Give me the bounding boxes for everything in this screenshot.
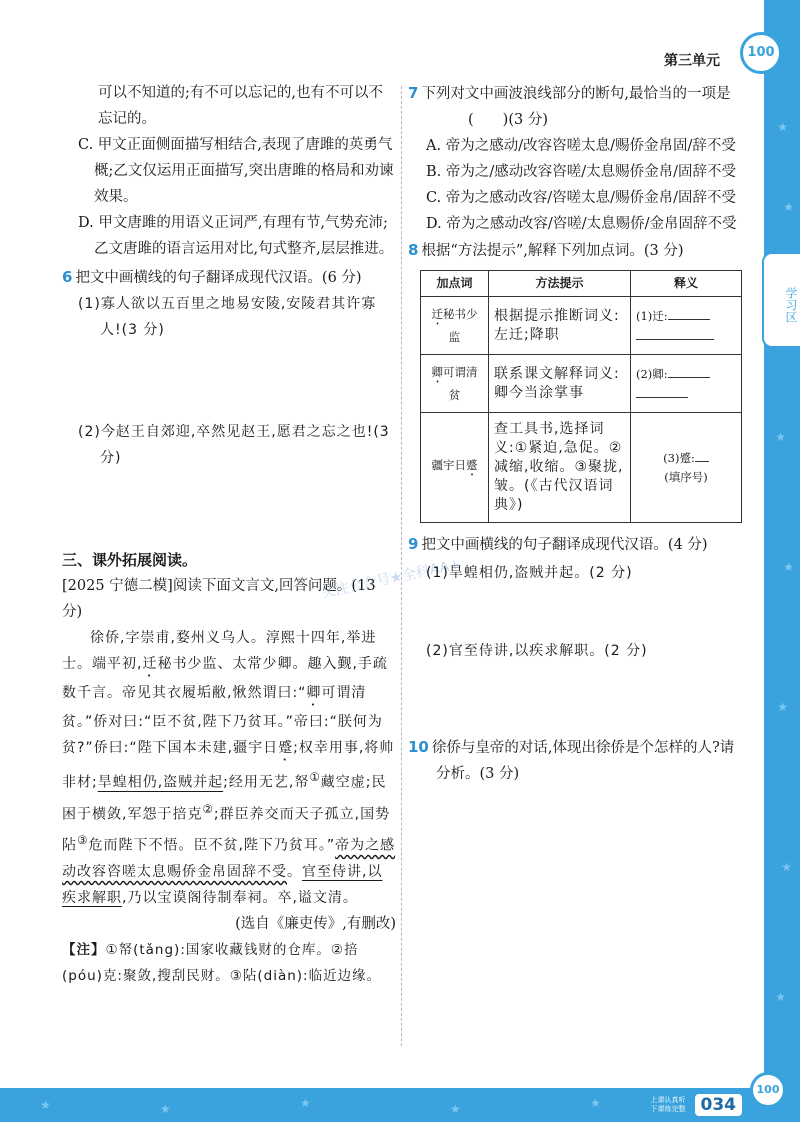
question-text: 把文中画横线的句子翻译成现代汉语。(6 分) — [75, 270, 362, 286]
option-c: C. 甲文正面侧面描写相结合,表现了唐雎的英勇气概;乙文仅运用正面描写,突出唐雎的格局和劝谏效果。 — [78, 137, 394, 205]
table-header: 加点词 — [421, 271, 489, 297]
table-row — [421, 355, 742, 413]
star-icon: ★ — [450, 1102, 461, 1116]
answer-space[interactable] — [62, 343, 396, 419]
unit-label: 第三单元 — [664, 53, 720, 69]
star-icon: ★ — [160, 1102, 171, 1116]
question-7 — [408, 80, 738, 133]
question-9 — [408, 531, 738, 558]
question-9-part-1: (1)旱蝗相仍,盗贼并起。(2 分) — [426, 565, 633, 581]
q7-option-c: C. 帝为之感动改容/咨嗟太息/赐侨金帛/固辞不受 — [426, 190, 736, 206]
answer-space[interactable] — [62, 471, 396, 547]
option-d-tail: 可以不知道的;有不可以忘记的,也有不可以不忘记的。 — [98, 85, 383, 127]
q7-option-b: B. 帝为之/感动改容咨嗟/太息赐侨金帛/固辞不受 — [426, 164, 737, 180]
question-text: 把文中画横线的句子翻译成现代汉语。(4 分) — [421, 537, 708, 553]
underlined-sentence: 官至侍讲,以疾求解职 — [62, 863, 383, 906]
table-cell-tip: 联系课文解释词义:卿今当涂掌事 — [489, 355, 631, 413]
question-number: 10 — [408, 738, 429, 756]
right-column — [408, 80, 738, 907]
question-number: 6 — [62, 268, 73, 286]
footer-slogan: 上课认真听 下课练完整 — [650, 1096, 686, 1113]
question-6-part-2: (2)今赵王自郊迎,卒然见赵王,愿君之忘之也!(3 分) — [78, 424, 390, 466]
answer-space[interactable] — [408, 787, 738, 907]
table-row — [421, 297, 742, 355]
right-decorative-band — [764, 0, 800, 1122]
method-table — [420, 270, 742, 523]
q7-option-d: D. 帝为之感动改容/咨嗟/太息赐侨/金帛固辞不受 — [426, 216, 737, 232]
reading-intro: [2025 宁德二模]阅读下面文言文,回答问题。(13 分) — [62, 578, 376, 620]
question-text: 徐侨与皇帝的对话,体现出徐侨是个怎样的人?请分析。(3 分) — [431, 740, 735, 782]
table-header: 释义 — [631, 271, 742, 297]
star-icon: ★ — [775, 430, 786, 444]
answer-space[interactable] — [408, 586, 738, 638]
table-header-row — [421, 271, 742, 297]
side-tab-study-area[interactable]: 学习区 — [762, 252, 800, 348]
star-icon: ★ — [781, 860, 792, 874]
star-icon: ★ — [783, 200, 794, 214]
table-cell-term: 卿可谓清贫 — [421, 355, 489, 413]
table-cell-tip: 根据提示推断词义:左迁;降职 — [489, 297, 631, 355]
star-icon: ★ — [40, 1098, 51, 1112]
question-number: 9 — [408, 535, 419, 553]
question-6 — [62, 264, 396, 291]
table-cell-tip: 查工具书,选择词义:①紧迫,急促。②减缩,收缩。③聚拢,皱。(《古代汉语词典》) — [489, 413, 631, 523]
left-column — [62, 80, 396, 989]
q7-option-a: A. 帝为之感动/改容咨嗟太息/赐侨金帛固/辞不受 — [426, 138, 736, 154]
watermark: 关注公众号★全科AA+ — [320, 556, 463, 602]
question-text: 下列对文中画波浪线部分的断句,最恰当的一项是 — [421, 86, 731, 102]
question-number: 8 — [408, 241, 419, 259]
dotted-word: 迁 — [142, 656, 158, 672]
table-cell-term: 疆宇日蹙 — [421, 413, 489, 523]
page-number: 034 — [695, 1094, 743, 1116]
mascot-footer-icon: 100 — [750, 1072, 786, 1108]
page-footer — [651, 1094, 743, 1116]
star-icon: ★ — [777, 700, 788, 714]
question-text: 根据“方法提示”,解释下列加点词。(3 分) — [421, 243, 684, 259]
dotted-word: 卿 — [306, 685, 322, 701]
table-cell-answer[interactable]: (3)蹙: (填序号) — [631, 413, 742, 523]
table-cell-term: 迁秘书少监 — [421, 297, 489, 355]
question-8 — [408, 237, 738, 264]
classical-passage: 徐侨,字崇甫,婺州义乌人。淳熙十四年,举进士。端平初,迁秘书少监、太常少卿。趣入觐,手疏数千言。帝见其衣履垢敝,愀然谓曰:“卿可谓清贫。”侨对曰:“臣不贫,陛下乃贫耳。”帝曰:“朕何为贫?”侨曰:“陛下国本未建,疆宇日蹙;权幸用事,将帅非材;旱蝗相仍,盗贼并起;经用无艺,帑①藏空虚;民困于横敛,军怨于掊克②;群臣养交而天子孤立,国势阽③危而陛下不悟。臣不贫,陛下乃贫耳。”帝为之感动改容咨嗟太息赐侨金帛固辞不受。官至侍讲,以疾求解职,乃以宝谟阁待制奉祠。卒,谥文清。 — [62, 630, 396, 906]
star-icon: ★ — [590, 1096, 601, 1110]
question-score: (3 分) — [508, 112, 548, 128]
question-number: 7 — [408, 84, 419, 102]
question-10 — [408, 734, 738, 787]
star-icon: ★ — [783, 560, 794, 574]
table-header: 方法提示 — [489, 271, 631, 297]
passage-source: (选自《廉吏传》,有删改) — [235, 915, 396, 932]
answer-paren[interactable]: ( ) — [468, 112, 509, 128]
table-cell-answer[interactable]: (2)卿: — [631, 355, 742, 413]
table-row — [421, 413, 742, 523]
answer-space[interactable] — [408, 664, 738, 734]
mascot-logo-icon: 100 — [740, 32, 782, 74]
section-title: 三、课外拓展阅读。 — [62, 551, 198, 569]
wavy-underlined-sentence: 帝为之感动改容咨嗟太息赐侨金帛固辞不受 — [62, 837, 396, 880]
note-tag: 【注】 — [62, 941, 106, 958]
annotation-notes: 【注】①帑(tǎng):国家收藏钱财的仓库。②掊(póu)克:聚敛,搜刮民财。③阽(diàn):临近边缘。 — [62, 941, 382, 984]
option-d: D. 甲文唐雎的用语义正词严,有理有节,气势充沛;乙文唐雎的语言运用对比,句式整齐,层层推进。 — [78, 215, 394, 257]
star-icon: ★ — [775, 990, 786, 1004]
question-9-part-2: (2)官至侍讲,以疾求解职。(2 分) — [426, 643, 648, 659]
table-cell-answer[interactable]: (1)迁: — [631, 297, 742, 355]
underlined-sentence: 旱蝗相仍,盗贼并起 — [97, 774, 224, 791]
dotted-word: 蹙 — [278, 740, 294, 756]
star-icon: ★ — [777, 120, 788, 134]
question-6-part-1: (1)寡人欲以五百里之地易安陵,安陵君其许寡人!(3 分) — [78, 296, 377, 338]
star-icon: ★ — [300, 1096, 311, 1110]
